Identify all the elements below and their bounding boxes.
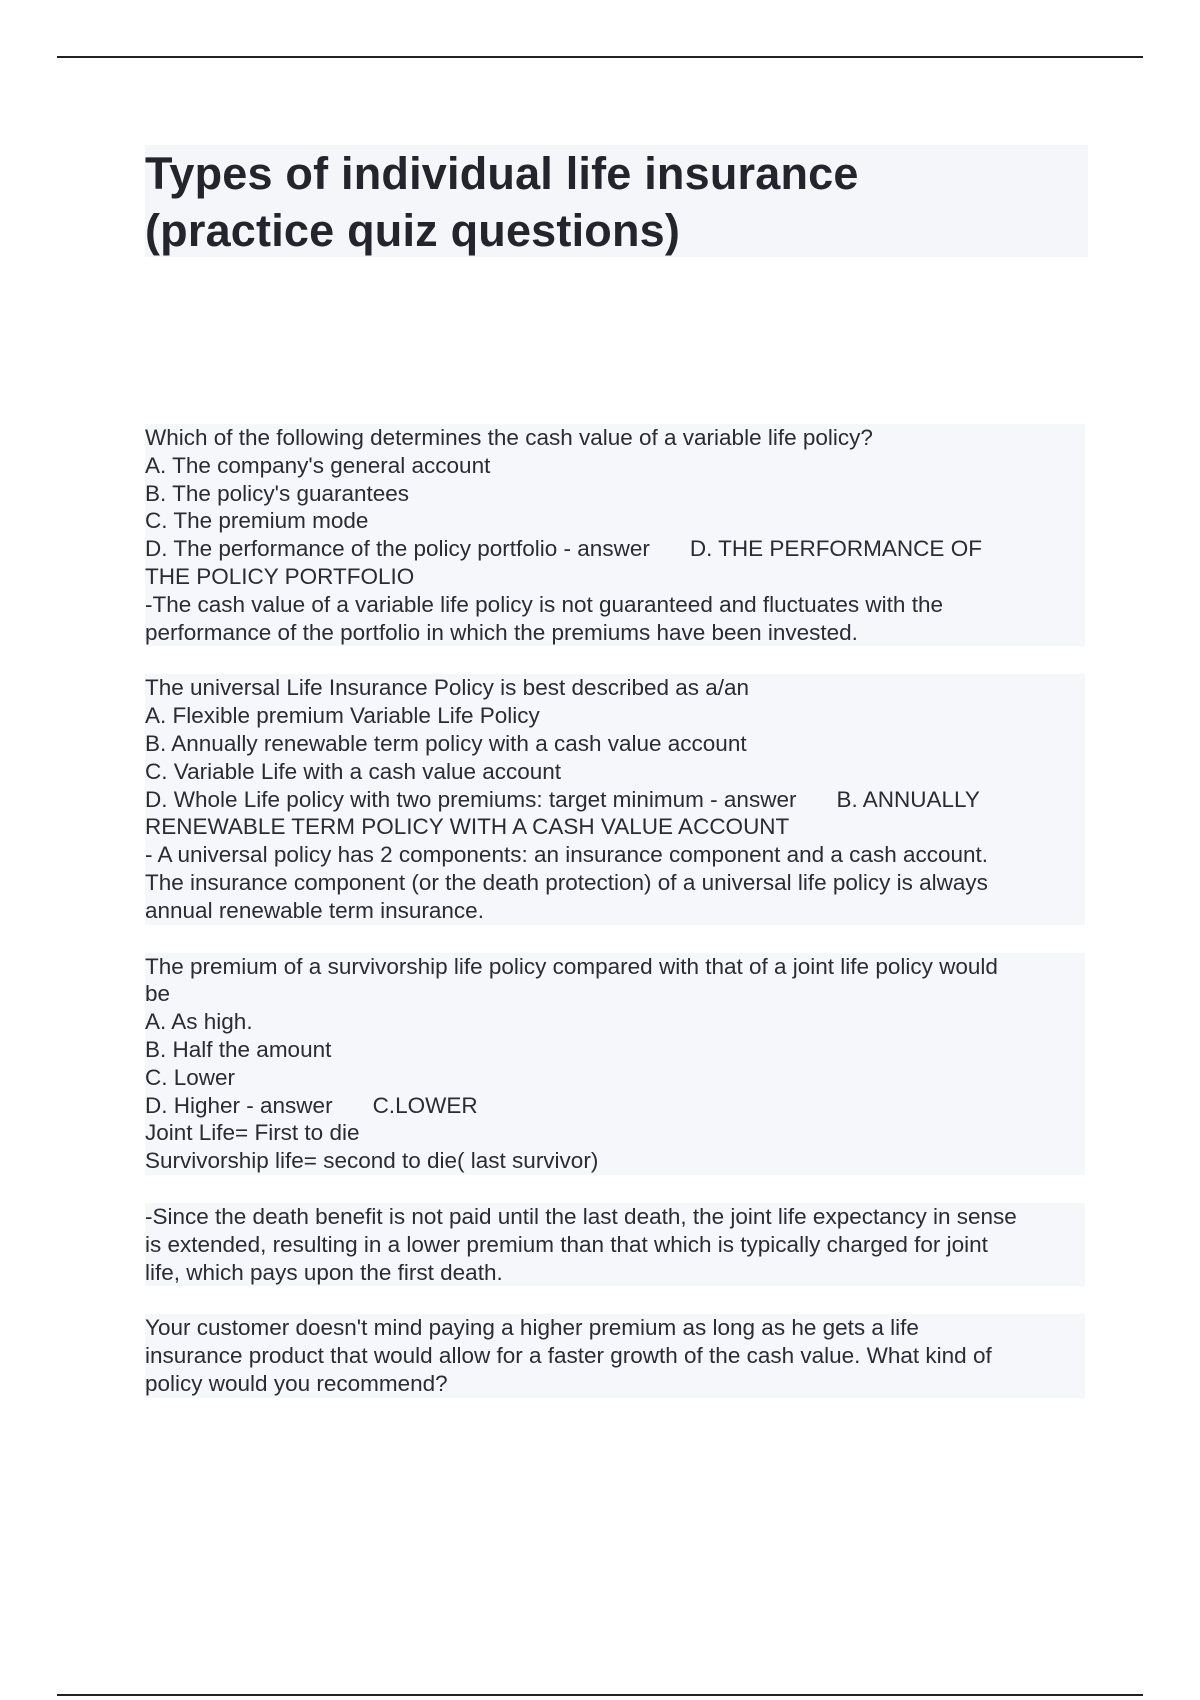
option-a: A. The company's general account <box>145 452 491 478</box>
bottom-rule <box>57 1694 1143 1696</box>
option-d: D. Whole Life policy with two premiums: target minimum - answer <box>145 786 797 812</box>
title-line-1: Types of individual life insurance <box>145 148 859 199</box>
question-text-line-1: Your customer doesn't mind paying a higher premium as long as he gets a life <box>145 1315 919 1341</box>
explanation-line-2: performance of the portfolio in which the premiums have been invested. <box>145 619 858 645</box>
question-3 <box>145 953 1085 1175</box>
explanation-line-2: The insurance component (or the death protection) of a universal life policy is always <box>145 869 988 895</box>
option-b: B. The policy's guarantees <box>145 480 410 506</box>
top-rule <box>57 56 1143 58</box>
option-a: A. Flexible premium Variable Life Policy <box>145 703 540 729</box>
explanation-line-2: is extended, resulting in a lower premium than that which is typically charged for joint <box>145 1231 988 1257</box>
question-text-line-3: policy would you recommend? <box>145 1370 448 1396</box>
title-block <box>145 145 1088 257</box>
option-a: A. As high. <box>145 1009 253 1035</box>
note-line-1: Joint Life= First to die <box>145 1120 360 1146</box>
option-b: B. Annually renewable term policy with a cash value account <box>145 730 747 756</box>
question-text-line-2: be <box>145 981 171 1007</box>
explanation-line-1: -The cash value of a variable life policy is not guaranteed and fluctuates with the <box>145 591 943 617</box>
note-line-2: Survivorship life= second to die( last survivor) <box>145 1148 599 1174</box>
question-text-line-1: The premium of a survivorship life policy compared with that of a joint life policy would <box>145 953 998 979</box>
question-text: Which of the following determines the cash value of a variable life policy? <box>145 425 873 450</box>
option-d: D. The performance of the policy portfolio - answer <box>145 536 650 562</box>
answer-text: C.LOWER <box>372 1092 478 1118</box>
option-d-with-answer <box>145 786 1085 814</box>
answer-continued: RENEWABLE TERM POLICY WITH A CASH VALUE ACCOUNT <box>145 814 790 840</box>
title-line-2: (practice quiz questions) <box>145 205 681 256</box>
option-c: C. The premium mode <box>145 508 369 534</box>
page-title <box>145 145 1088 259</box>
option-c: C. Variable Life with a cash value account <box>145 758 562 784</box>
option-b: B. Half the amount <box>145 1036 332 1062</box>
question-text: The universal Life Insurance Policy is best described as a/an <box>145 675 750 701</box>
explanation-line-1: -Since the death benefit is not paid until the last death, the joint life expectancy in sense <box>145 1203 1017 1229</box>
question-3-explanation <box>145 1203 1085 1286</box>
explanation-line-1: - A universal policy has 2 components: an insurance component and a cash account. <box>145 842 989 868</box>
answer-text: D. THE PERFORMANCE OF <box>689 536 982 562</box>
option-d-with-answer <box>145 535 1085 563</box>
question-1 <box>145 424 1085 646</box>
option-d: D. Higher - answer <box>145 1092 333 1118</box>
quiz-content <box>145 424 1085 1398</box>
explanation-line-3: annual renewable term insurance. <box>145 897 484 923</box>
explanation-line-3: life, which pays upon the first death. <box>145 1259 503 1285</box>
option-d-with-answer <box>145 1092 1085 1120</box>
option-c: C. Lower <box>145 1064 236 1090</box>
question-4 <box>145 1314 1085 1397</box>
answer-continued: THE POLICY PORTFOLIO <box>145 563 415 589</box>
question-text-line-2: insurance product that would allow for a faster growth of the cash value. What kind of <box>145 1343 992 1369</box>
question-2 <box>145 674 1085 924</box>
answer-text: B. ANNUALLY <box>836 786 980 812</box>
